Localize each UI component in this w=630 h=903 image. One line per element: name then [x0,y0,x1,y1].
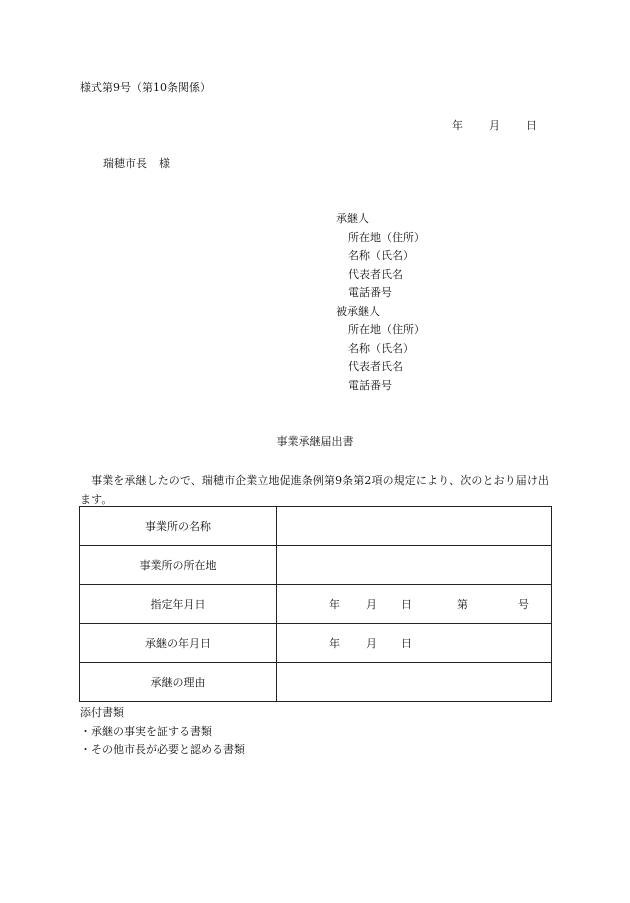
date-month-label: 月 [489,119,500,132]
body-text: 事業を承継したので、瑞穂市企業立地促進条例第9条第2項の規定により、次のとおり届け出ます。 [80,474,550,506]
designation-number-prefix: 第 [457,598,468,611]
form-number: 様式第9号（第10条関係） [80,81,211,94]
table-row [80,507,552,546]
designation-day-unit: 日 [401,598,412,611]
predecessor-label: 被承継人 [336,305,380,318]
succession-reason-field[interactable] [277,663,552,702]
successor-address-label: 所在地（住所） [348,231,425,244]
notification-form-table [79,506,552,702]
document-title: 事業承継届出書 [276,435,354,448]
addressee-name: 瑞穂市長 [103,157,147,170]
addressee-honorific: 様 [159,157,170,170]
table-row [80,624,552,663]
date-year-label: 年 [452,119,463,132]
successor-name-label: 名称（氏名） [348,249,414,262]
succession-reason-label: 承継の理由 [80,663,277,702]
successor-representative-label: 代表者氏名 [348,268,403,281]
office-location-label: 事業所の所在地 [80,546,277,585]
succession-day-unit: 日 [401,637,412,650]
attachment-item: ・その他市長が必要と認める書類 [80,743,245,756]
designation-year-unit: 年 [329,598,340,611]
succession-date-field[interactable] [277,624,552,663]
table-row [80,546,552,585]
designation-month-unit: 月 [366,598,377,611]
addressee [103,158,170,169]
succession-month-unit: 月 [366,637,377,650]
predecessor-name-label: 名称（氏名） [348,342,414,355]
attachment-item: ・承継の事実を証する書類 [80,725,212,738]
predecessor-representative-label: 代表者氏名 [348,360,403,373]
table-row [80,663,552,702]
predecessor-address-label: 所在地（住所） [348,323,425,336]
designation-number-suffix: 号 [518,598,529,611]
succession-date-label: 承継の年月日 [80,624,277,663]
successor-label: 承継人 [336,212,369,225]
attachments-title: 添付書類 [80,706,124,719]
predecessor-phone-label: 電話番号 [348,379,392,392]
office-location-field[interactable] [277,546,552,585]
designation-date-label: 指定年月日 [80,585,277,624]
office-name-field[interactable] [277,507,552,546]
submission-date [452,120,537,131]
table-row [80,585,552,624]
date-day-label: 日 [526,119,537,132]
designation-date-field[interactable] [277,585,552,624]
succession-year-unit: 年 [329,637,340,650]
successor-phone-label: 電話番号 [348,286,392,299]
office-name-label: 事業所の名称 [80,507,277,546]
